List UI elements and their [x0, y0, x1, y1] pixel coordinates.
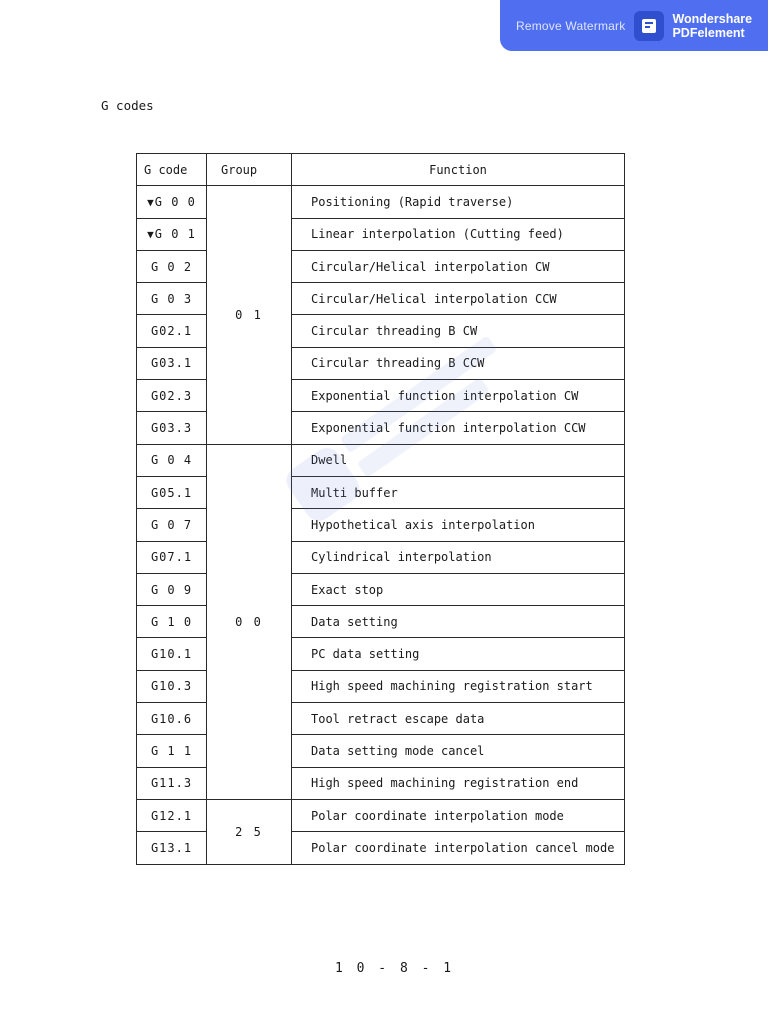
- brand-line-2: PDFelement: [672, 25, 745, 40]
- function-cell: Circular threading B CCW: [292, 347, 625, 379]
- group-cell: 0 1: [207, 186, 292, 444]
- gcode-cell: [137, 573, 207, 605]
- function-cell: High speed machining registration end: [292, 767, 625, 799]
- gcode-value: G 0 3: [150, 291, 193, 306]
- function-cell: Hypothetical axis interpolation: [292, 509, 625, 541]
- modal-default-marker: ▼: [147, 195, 155, 209]
- function-cell: Circular/Helical interpolation CCW: [292, 283, 625, 315]
- gcode-cell: [137, 832, 207, 864]
- function-cell: Tool retract escape data: [292, 703, 625, 735]
- watermark-brand: [672, 12, 752, 40]
- table-header-row: [137, 154, 625, 186]
- gcode-cell: [137, 476, 207, 508]
- page-number: 1 0 - 8 - 1: [335, 961, 455, 976]
- gcode-value: G 0 0: [154, 194, 196, 209]
- gcode-value: G07.1: [150, 550, 193, 565]
- function-cell: Circular threading B CW: [292, 315, 625, 347]
- gcode-cell: [137, 283, 207, 315]
- gcode-value: G02.1: [150, 324, 193, 339]
- gcode-cell: [137, 638, 207, 670]
- function-cell: Data setting: [292, 606, 625, 638]
- gcode-cell: [137, 347, 207, 379]
- pdfelement-logo-icon: [634, 11, 664, 41]
- function-cell: Circular/Helical interpolation CW: [292, 250, 625, 282]
- gcode-cell: [137, 735, 207, 767]
- header-gcode: G code: [137, 154, 207, 186]
- gcode-value: G02.3: [150, 388, 193, 403]
- gcode-cell: [137, 541, 207, 573]
- function-cell: Polar coordinate interpolation cancel mode: [292, 832, 625, 864]
- function-cell: Positioning (Rapid traverse): [292, 186, 625, 218]
- gcode-cell: [137, 509, 207, 541]
- gcode-value: G13.1: [150, 840, 193, 855]
- gcode-cell: [137, 250, 207, 282]
- group-cell: 2 5: [207, 799, 292, 864]
- function-cell: High speed machining registration start: [292, 670, 625, 702]
- gcode-value: G 0 4: [150, 453, 193, 468]
- header-group: Group: [207, 154, 292, 186]
- gcode-cell: [137, 670, 207, 702]
- gcode-cell: [137, 315, 207, 347]
- gcode-value: G10.3: [150, 679, 193, 694]
- modal-default-marker: ▼: [147, 228, 155, 242]
- brand-line-1: Wondershare: [672, 11, 753, 26]
- gcode-cell: [137, 444, 207, 476]
- gcode-value: G12.1: [150, 808, 193, 823]
- table-row: [137, 186, 625, 218]
- table-row: [137, 444, 625, 476]
- gcode-cell: [137, 799, 207, 831]
- gcode-cell: [137, 412, 207, 444]
- function-cell: Cylindrical interpolation: [292, 541, 625, 573]
- section-title: G codes: [101, 98, 154, 113]
- gcode-value: G10.1: [150, 647, 193, 662]
- table-body: [137, 186, 625, 864]
- gcode-cell: [137, 703, 207, 735]
- gcode-value: G 0 1: [154, 227, 196, 242]
- gcode-cell: [137, 767, 207, 799]
- function-cell: Exponential function interpolation CCW: [292, 412, 625, 444]
- gcode-value: G 0 2: [150, 259, 193, 274]
- group-cell: 0 0: [207, 444, 292, 799]
- gcode-cell: [137, 186, 207, 218]
- gcode-value: G 0 9: [150, 582, 193, 597]
- function-cell: Multi buffer: [292, 476, 625, 508]
- gcode-value: G 1 0: [150, 614, 193, 629]
- function-cell: Dwell: [292, 444, 625, 476]
- gcode-value: G11.3: [150, 776, 193, 791]
- function-cell: Polar coordinate interpolation mode: [292, 799, 625, 831]
- gcode-cell: [137, 606, 207, 638]
- gcode-value: G 1 1: [150, 743, 193, 758]
- gcode-cell: [137, 380, 207, 412]
- function-cell: Exact stop: [292, 573, 625, 605]
- gcode-value: G03.1: [150, 356, 193, 371]
- gcode-value: G10.6: [150, 711, 193, 726]
- gcode-value: G03.3: [150, 421, 193, 436]
- watermark-banner: [500, 0, 768, 51]
- gcode-cell: [137, 218, 207, 250]
- function-cell: Linear interpolation (Cutting feed): [292, 218, 625, 250]
- gcode-table: [136, 153, 625, 865]
- function-cell: PC data setting: [292, 638, 625, 670]
- function-cell: Exponential function interpolation CW: [292, 380, 625, 412]
- function-cell: Data setting mode cancel: [292, 735, 625, 767]
- gcode-value: G05.1: [150, 485, 193, 500]
- gcode-value: G 0 7: [150, 517, 193, 532]
- table-row: [137, 799, 625, 831]
- header-function: Function: [292, 154, 625, 186]
- remove-watermark-button[interactable]: Remove Watermark: [516, 18, 626, 33]
